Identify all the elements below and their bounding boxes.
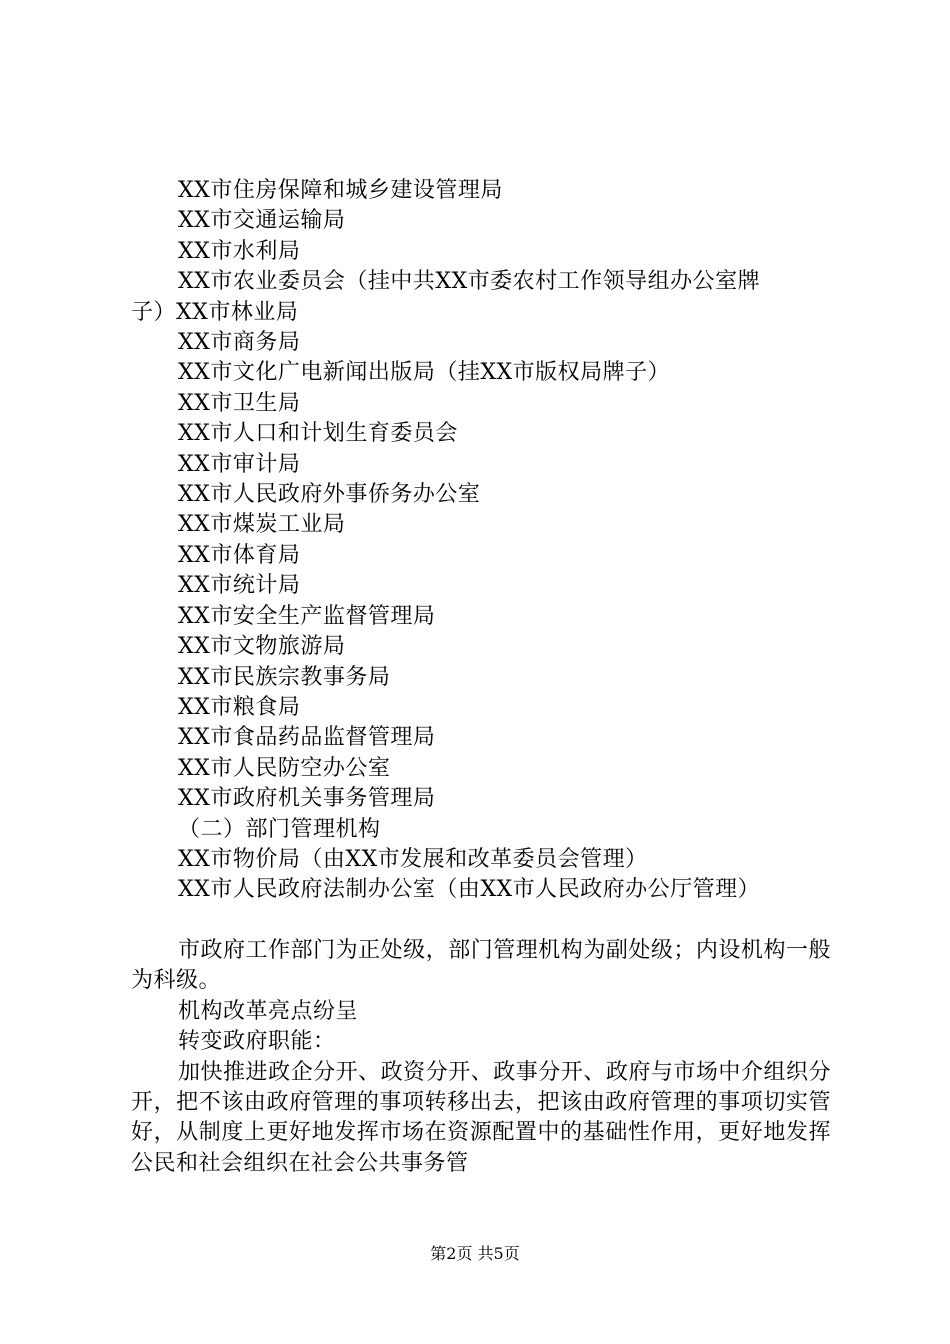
list-item: XX市人民政府法制办公室（由XX市人民政府办公厅管理） (178, 877, 761, 903)
list-item: XX市人民防空办公室 (178, 755, 391, 781)
list-item: XX市食品药品监督管理局 (178, 725, 436, 751)
list-item: XX市粮食局 (178, 694, 301, 720)
list-item: XX市煤炭工业局 (178, 512, 346, 538)
list-item: XX市文化广电新闻出版局（挂XX市版权局牌子） (178, 360, 671, 386)
list-item: XX市人民政府外事侨务办公室 (178, 482, 481, 508)
page-footer: 第2页 共5页 (430, 1244, 520, 1263)
list-item: XX市交通运输局 (178, 208, 346, 234)
org-list-block (131, 176, 831, 906)
list-item: XX市住房保障和城乡建设管理局 (178, 178, 503, 203)
list-item: XX市物价局（由XX市发展和改革委员会管理） (178, 846, 648, 872)
list-item: XX市体育局 (178, 542, 301, 568)
highlight-heading: 机构改革亮点纷呈 (178, 998, 359, 1024)
list-item: XX市审计局 (178, 451, 301, 477)
list-item-agri-line-1: XX市农业委员会（挂中共XX市委农村工作领导组办公室牌 (178, 269, 761, 295)
list-item: XX市水利局 (178, 238, 301, 264)
list-item: XX市安全生产监督管理局 (178, 603, 436, 629)
list-item: XX市人口和计划生育委员会 (178, 421, 458, 447)
list-item: XX市政府机关事务管理局 (178, 786, 436, 812)
list-item: XX市民族宗教事务局 (178, 664, 391, 690)
list-item-agri-line-2: 子）XX市林业局 (131, 299, 299, 325)
list-item: XX市统计局 (178, 573, 301, 599)
list-item: XX市文物旅游局 (178, 634, 346, 660)
function-paragraph: 加快推进政企分开、政资分开、政事分开、政府与市场中介组织分开，把不该由政府管理的事项转移出去，把该由政府管理的事项切实管好，从制度上更好地发挥市场在资源配置中的基础性作用，更好地发挥公民和社会组织在社会公共事务管 (131, 1059, 831, 1176)
section-heading-dept-mgmt: （二）部门管理机构 (178, 816, 381, 842)
list-item: XX市商务局 (178, 330, 301, 356)
list-item: XX市卫生局 (178, 390, 301, 416)
rank-paragraph: 市政府工作部门为正处级，部门管理机构为副处级；内设机构一般为科级。 (131, 938, 831, 994)
function-heading: 转变政府职能： (178, 1029, 336, 1055)
paragraph-block (131, 936, 831, 1179)
